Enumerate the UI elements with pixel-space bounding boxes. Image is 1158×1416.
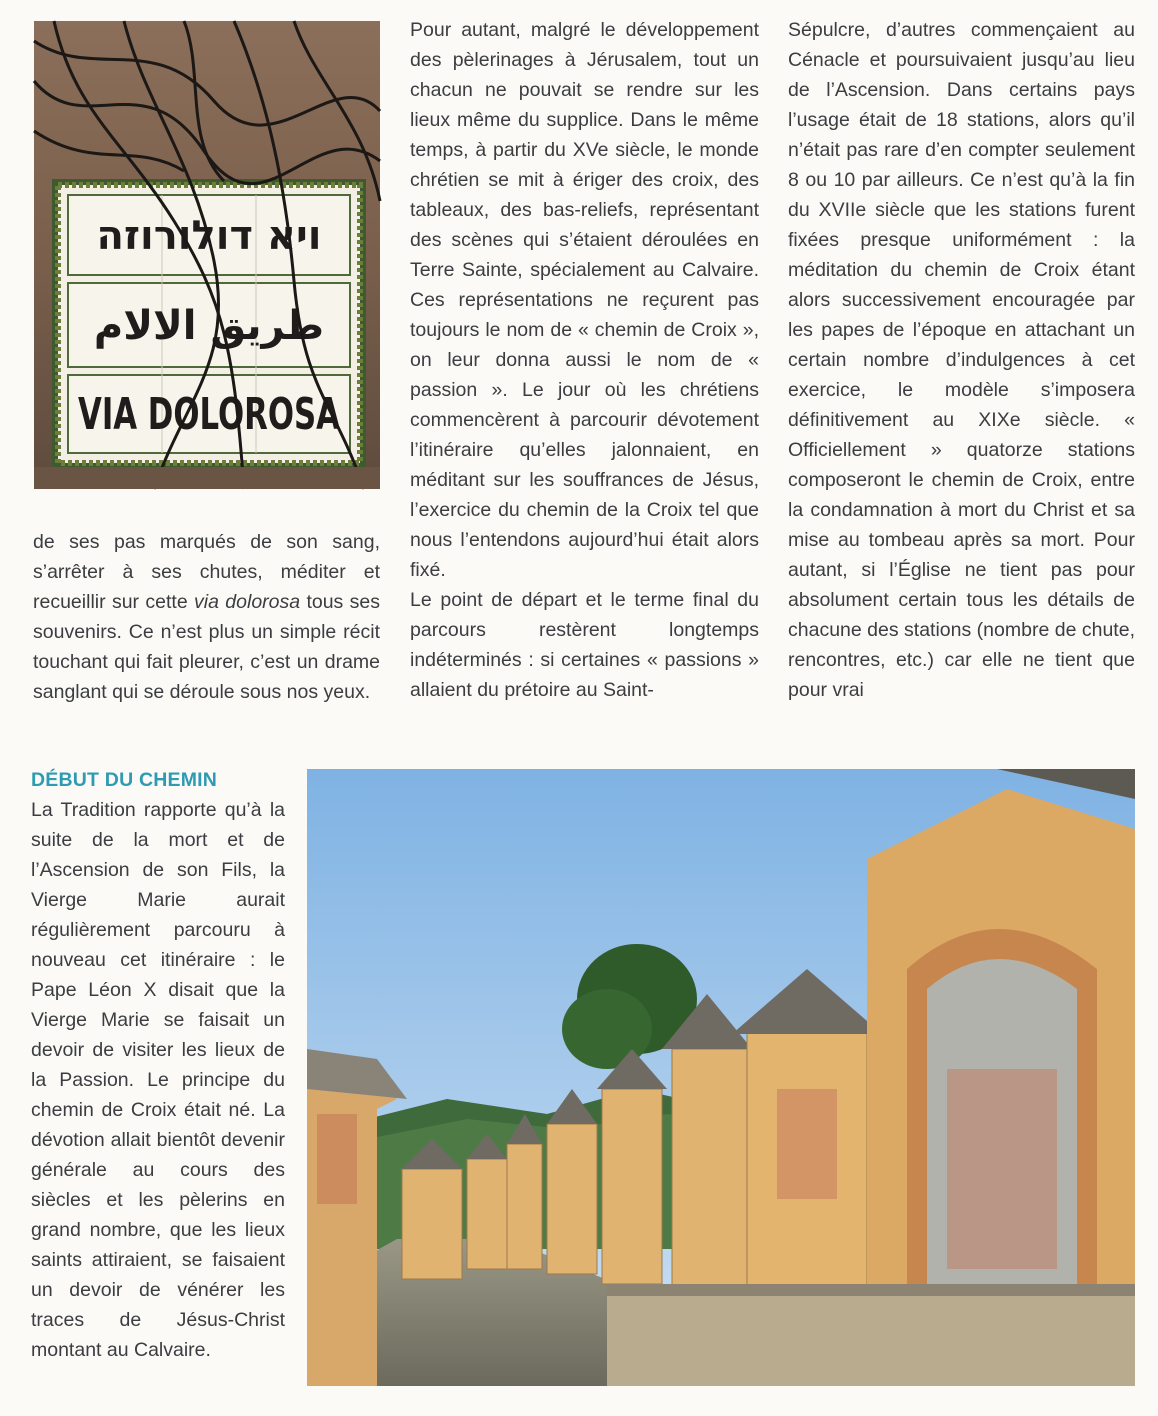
article-column-3 (788, 15, 1135, 705)
col3-paragraph-1: Sépulcre, d’autres commençaient au Cénacle et poursuivaient jusqu’au lieu de l’Ascension. Dans certains pays l’usage était de 18 stations, alors qu’il n’était pas rare d’en compter seulement 8 ou 10 par ailleurs. Ce n’est qu’à la fin du XVIIe siècle que les stations furent fixées presque uniformément : la méditation du chemin de Croix étant alors successivement encouragée par les papes de l’époque en attachant un certain nombre d’indulgences à cet exercice, le modèle s’imposera définitivement au XIXe siècle. « Officiellement » quatorze stations composeront le chemin de Croix, entre la condamnation à mort du Christ et sa mise au tombeau après sa mort. Pour autant, si l’Église ne tient pas pour absolument certain tous les détails de chacune des stations (nombre de chute, rencontres, etc.) car elle ne tient que pour vrai (788, 19, 1135, 701)
sign-arabic-text: طريق الالام (93, 303, 325, 349)
col1-italic-via-dolorosa: via dolorosa (194, 591, 301, 613)
col2-paragraph-1: Pour autant, malgré le développement des pèlerinages à Jérusalem, tout un chacun ne pouvait se rendre sur les lieux même du supplice. Dans le même temps, à partir du XVe siècle, le monde chrétien se mit à ériger des croix, des tableaux, des bas-reliefs, représentant des scènes qui s’étaient déroulées en Terre Sainte, spécialement au Calvaire. Ces représentations ne reçurent pas toujours le nom de « chemin de Croix », on leur donna aussi le nom de « passion ». Le jour où les chrétiens commencèrent à parcourir dévotement l’itinéraire qu’elles jalonnaient, en méditant sur les souffrances de Jésus, l’exercice du chemin de la Croix tel que nous l’entendons aujourd’hui était alors fixé. (410, 19, 759, 581)
via-dolorosa-sign-photo (34, 21, 380, 489)
article-column-2 (410, 15, 759, 705)
chapels-photo (307, 769, 1135, 1386)
paragraph-continuation-1 (33, 527, 380, 707)
col1-text-b: tous ses souvenirs. Ce n’est plus un simple récit touchant qui fait pleurer, c’est un drame sanglant qui se déroule sous nos yeux. (33, 591, 380, 703)
col1-text-a: de ses pas marqués de son sang, s’arrêter à ses chutes, méditer et recueillir sur cette (33, 531, 380, 613)
article-column-1 (33, 527, 380, 707)
sign-illustration (34, 21, 380, 489)
col2-paragraph-2: Le point de départ et le terme final du parcours restèrent longtemps indéterminés : si certaines « passions » allaient du prétoire au Saint- (410, 589, 759, 701)
article-column-4 (31, 765, 285, 1365)
col4-paragraph: La Tradition rapporte qu’à la suite de la mort et de l’Ascension de son Fils, la Vierge Marie aurait régulièrement parcouru à nouveau cet itinéraire : le Pape Léon X disait que la Vierge Marie se faisait un devoir de visiter les lieux de la Passion. Le principe du chemin de Croix était né. La dévotion allait bientôt devenir générale au cours des siècles et les pèlerins en grand nombre, que les lieux saints attiraient, se faisaient un devoir de vénérer les traces de Jésus-Christ montant au Calvaire. (31, 799, 285, 1361)
section-heading: DÉBUT DU CHEMIN (31, 769, 218, 791)
sign-latin-text: VIA DOLOROSA (78, 389, 340, 440)
sign-hebrew-text: ויא דולורוזה (96, 213, 322, 259)
chapels-illustration (307, 769, 1135, 1386)
